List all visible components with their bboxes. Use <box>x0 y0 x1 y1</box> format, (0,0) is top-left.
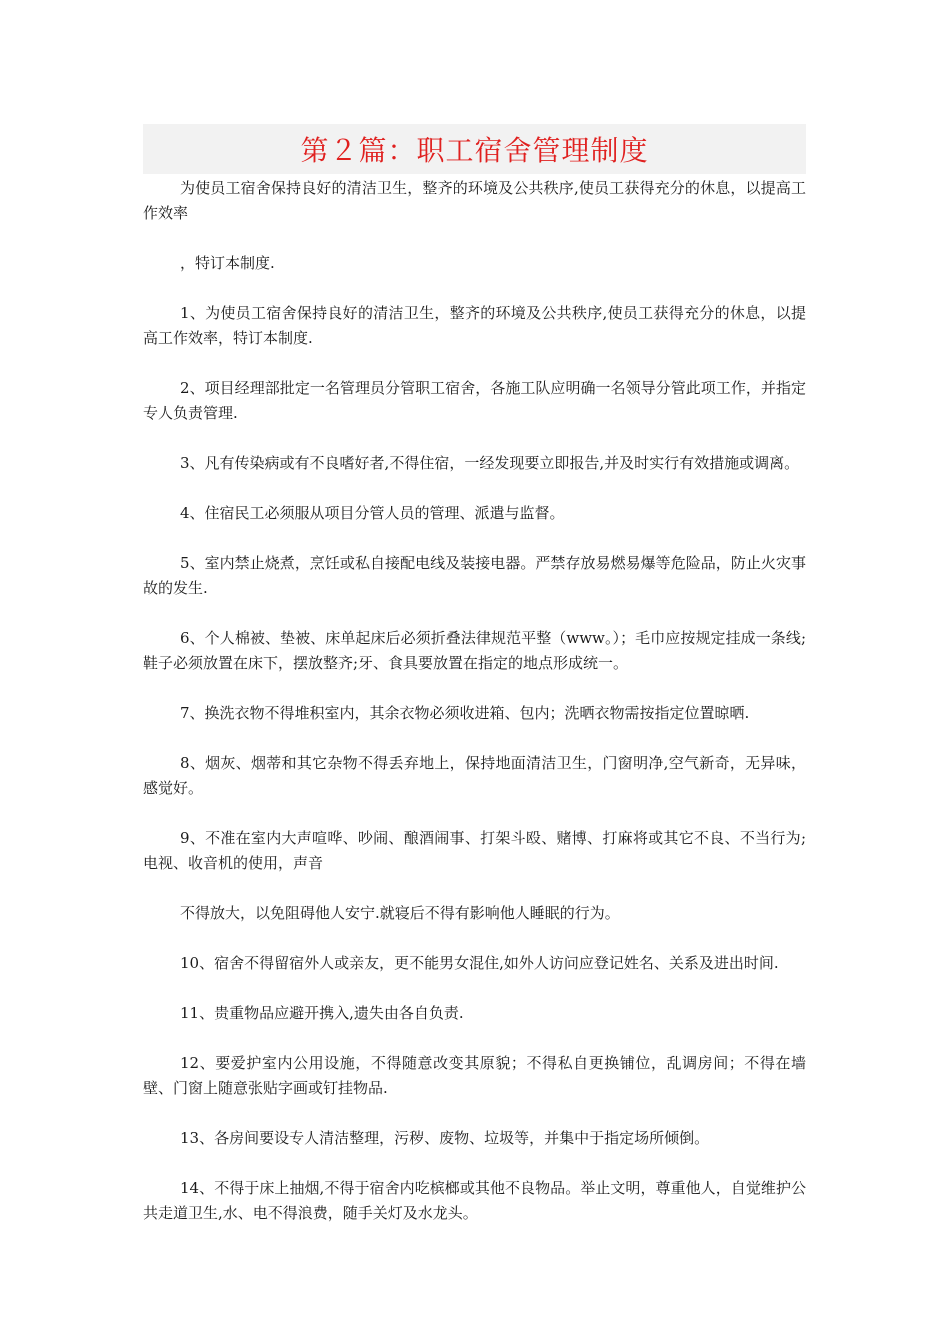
rule-item-1: 1、为使员工宿舍保持良好的清洁卫生，整齐的环境及公共秩序,使员工获得充分的休息，以提高工作效率，特订本制度. <box>143 304 806 347</box>
rule-item-10: 10、宿舍不得留宿外人或亲友，更不能男女混住,如外人访问应登记姓名、关系及进出时间. <box>180 954 779 972</box>
paragraph-intro: 为使员工宿舍保持良好的清洁卫生，整齐的环境及公共秩序,使员工获得充分的休息，以提高工作效率 <box>143 179 806 222</box>
rule-item-8: 8、烟灰、烟蒂和其它杂物不得丢弃地上，保持地面清洁卫生，门窗明净,空气新奇，无异味，感觉好。 <box>143 754 806 797</box>
rule-item-13: 13、各房间要设专人清洁整理，污秽、废物、垃圾等，并集中于指定场所倾倒。 <box>180 1129 710 1147</box>
page-title: 第２篇：职工宿舍管理制度 <box>300 134 649 167</box>
paragraph-intro-continued: ，特订本制度. <box>180 254 275 272</box>
rule-item-3: 3、凡有传染病或有不良嗜好者,不得住宿，一经发现要立即报告,并及时实行有效措施或调离。 <box>180 454 800 472</box>
title-band <box>143 124 806 174</box>
rule-item-5: 5、室内禁止烧煮，烹饪或私自接配电线及装接电器。严禁存放易燃易爆等危险品，防止火灾事故的发生. <box>143 554 806 597</box>
rule-item-9: 9、不准在室内大声喧哗、吵闹、酿酒闹事、打架斗殴、赌博、打麻将或其它不良、不当行为;电视、收音机的使用，声音 <box>143 829 806 872</box>
document-body <box>143 176 806 1251</box>
rule-item-7: 7、换洗衣物不得堆积室内，其余衣物必须收进箱、包内；洗晒衣物需按指定位置晾晒. <box>180 704 750 722</box>
rule-item-9-continued: 不得放大，以免阻碍他人安宁.就寝后不得有影响他人睡眠的行为。 <box>180 904 620 922</box>
rule-item-14: 14、不得于床上抽烟,不得于宿舍内吃槟榔或其他不良物品。举止文明，尊重他人，自觉维护公共走道卫生,水、电不得浪费，随手关灯及水龙头。 <box>143 1179 806 1222</box>
rule-item-4: 4、住宿民工必须服从项目分管人员的管理、派遣与监督。 <box>180 504 565 522</box>
rule-item-12: 12、要爱护室内公用设施，不得随意改变其原貌；不得私自更换铺位，乱调房间；不得在墙壁、门窗上随意张贴字画或钉挂物品. <box>143 1054 806 1097</box>
rule-item-11: 11、贵重物品应避开携入,遗失由各自负责. <box>180 1004 464 1022</box>
rule-item-6: 6、个人棉被、垫被、床单起床后必须折叠法律规范平整（www。）；毛巾应按规定挂成一条线;鞋子必须放置在床下，摆放整齐;牙、食具要放置在指定的地点形成统一。 <box>143 629 806 672</box>
rule-item-2: 2、项目经理部批定一名管理员分管职工宿舍，各施工队应明确一名领导分管此项工作，并指定专人负责管理. <box>143 379 806 422</box>
